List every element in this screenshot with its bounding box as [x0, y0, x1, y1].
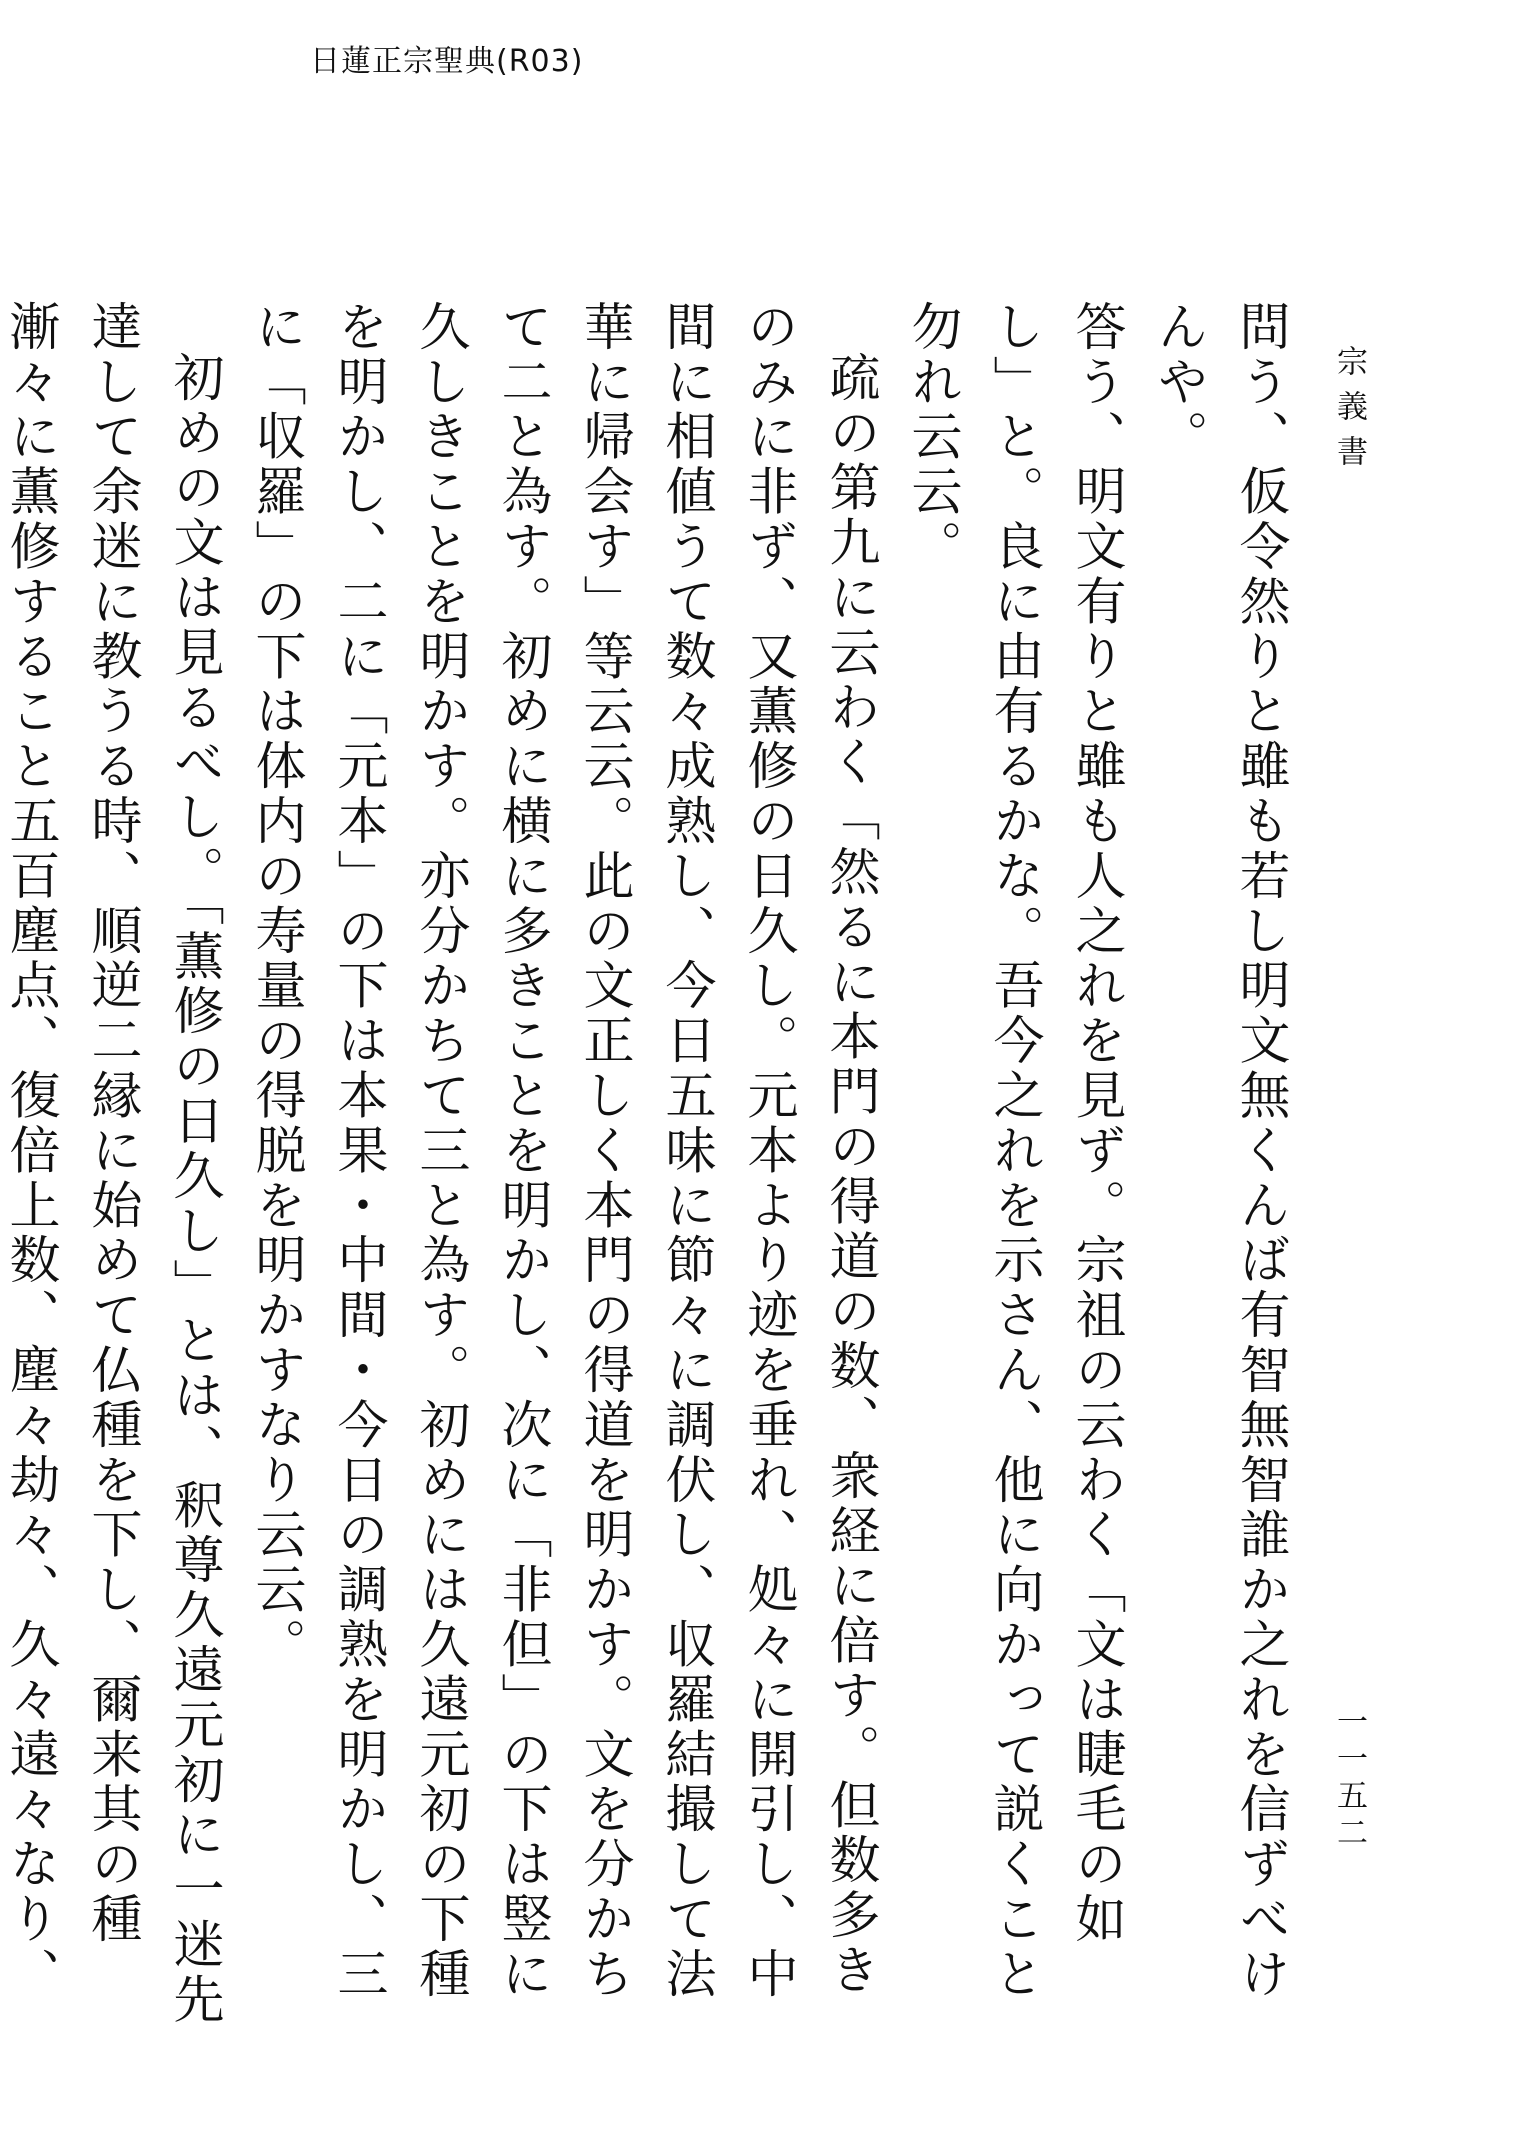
- paragraph-explanation: 初めの文は見るべし。「薫修の日久し」とは、釈尊久遠元初に一迷先達して余迷に教うる時、順逆二縁に始めて仏種を下し、爾来其の種漸々に薫修すること五百塵点、復倍上数、塵々劫々、久々遠々なり、: [0, 300, 223, 2028]
- paragraph-commentary-quote: 疏の第九に云わく「然るに本門の得道の数、衆経に倍す。但数多きのみに非ず、又薫修の日久し。元本より迹を垂れ、処々に開引し、中間に相値うて数々成熟し、今日五味に節々に調伏し、収羅結撮して法華に帰会す」等云云。此の文正しく本門の得道を明かす。文を分かちて二と為す。初めに横に多きことを明かし、次に「非但」の下は竪に久しきことを明かす。亦分かちて三と為す。初めには久遠元初の下種を明かし、二に「元本」の下は本果・中間・今日の調熟を明かし、三に「収羅」の下は体内の寿量の得脱を明かすなり云云。: [246, 300, 879, 2002]
- paragraph-question: 問う、仮令然りと雖も若し明文無くんば有智無智誰か之れを信ずべけんや。: [1148, 300, 1289, 2002]
- page-number: 一一五二: [1331, 1705, 1367, 1853]
- section-title: 宗義書: [1331, 345, 1367, 480]
- document-header-title: 日蓮正宗聖典(R03): [310, 44, 584, 79]
- vertical-body-text: [0, 300, 1300, 2030]
- paragraph-answer: 答う、明文有りと雖も人之れを見ず。宗祖の云わく「文は睫毛の如し」と。良に由有るかな。吾今之れを示さん、他に向かって説くこと勿れ云云。: [902, 300, 1125, 2002]
